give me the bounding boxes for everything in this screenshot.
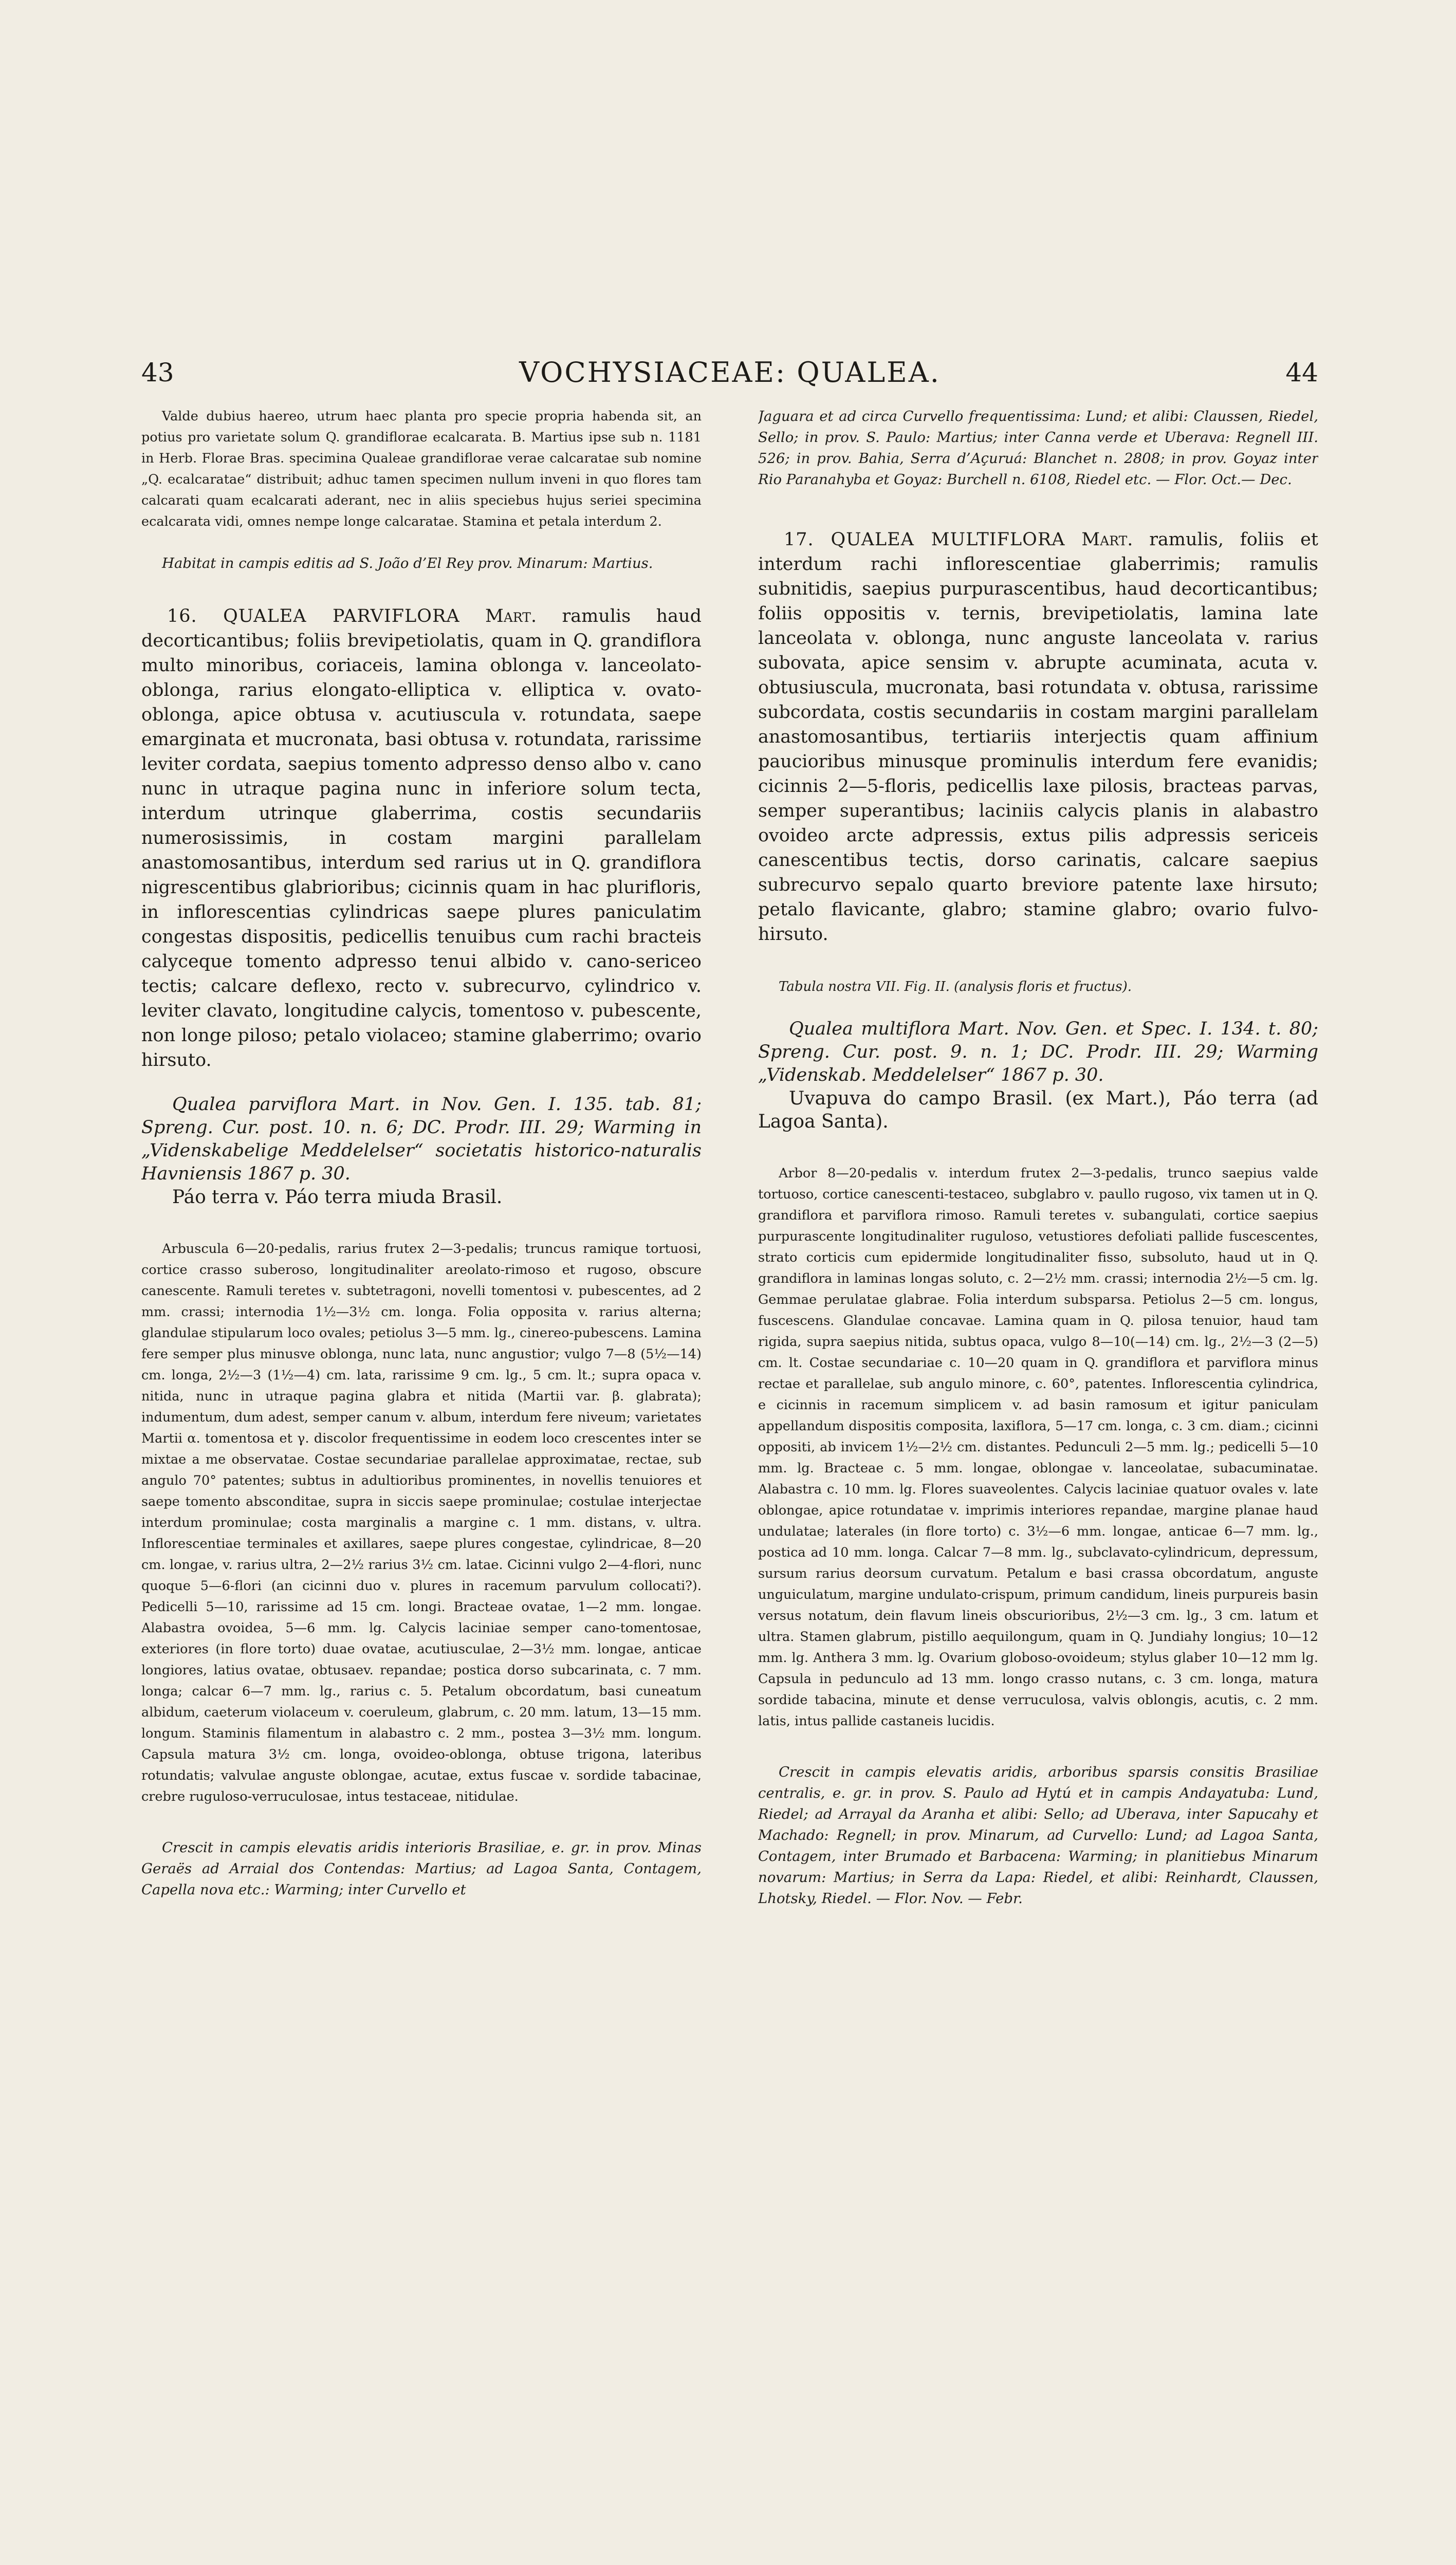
page-number-right: 44 [1285, 358, 1318, 387]
species-16-habitat-continued: Jaguara et ad circa Curvello frequentissima: Lund; et alibi: Claussen, Riedel, Sello; in prov. S. Paulo: Martius; inter Canna verde et Uberava: Regnell III. 526; in prov. Bahia, Serra d’Açuruá: Blanchet n. 2808; in prov. Goyaz inter Rio Paranahyba et Goyaz: Burchell n. 6108, Riedel etc. — Flor. Oct.— Dec. [758, 408, 1318, 488]
right-column [758, 406, 1318, 2513]
plate-reference: Tabula nostra VII. Fig. II. (analysis floris et fructus). [779, 979, 1132, 994]
species-17-vernacular: Uvapuva do campo Brasil. (ex Mart.), Páo terra (ad Lagoa Santa). [758, 1088, 1318, 1132]
left-column [141, 406, 702, 2513]
species-17-citation: Qualea multiflora Mart. Nov. Gen. et Spec. I. 134. t. 80; Spreng. Cur. post. 9. n. 1; DC. Prodr. III. 29; Warming „Videnskab. Meddelelser“ 1867 p. 30. [758, 1019, 1318, 1085]
intro-paragraph: Valde dubius haereo, utrum haec planta pro specie propria habenda sit, an potius pro varietate solum Q. grandiflorae ecalcarata. B. Martius ipse sub n. 1181 in Herb. Florae Bras. specimina Qualeae grandiflorae verae calcaratae sub nomine „Q. ecalcaratae“ distribuit; adhuc tamen specimen nullum inveni in quo flores tam calcarati quam ecalcarati aderant, nec in aliis speciebus hujus seriei specimina ecalcarata vidi, omnes nempe longe calcaratae. Stamina et petala interdum 2. [141, 409, 702, 529]
species-16-vernacular: Páo terra v. Páo terra miuda Brasil. [172, 1187, 503, 1208]
species-17-description [758, 527, 1318, 947]
habitat-note: Habitat in campis editis ad S. João d’El Rey prov. Minarum: Martius. [162, 555, 653, 571]
species-16-citation: Qualea parviflora Mart. in Nov. Gen. I. 135. tab. 81; Spreng. Cur. post. 10. n. 6; DC. Prodr. III. 29; Warming in „Videnskabelige Meddelelser“ societatis historico-naturalis Havniensis 1867 p. 30. [141, 1094, 702, 1184]
species-17-habitat: Crescit in campis elevatis aridis, arboribus sparsis consitis Brasiliae centralis, e. gr. in prov. S. Paulo ad Hytú et in campis Andayatuba: Lund, Riedel; ad Arrayal da Aranha et alibi: Sello; ad Uberava, inter Sapucahy et Machado: Regnell; in prov. Minarum, ad Curvello: Lund; ad Lagoa Santa, Contagem, inter Brumado et Barbacena: Warming; in planitiebus Minarum novarum: Martius; in Serra da Lapa: Riedel, et alibi: Reinhardt, Claussen, Lhotsky, Riedel. — Flor. Nov. — Febr. [758, 1764, 1318, 1907]
species-17-heading: 17. QUALEA MULTIFLORA [784, 529, 1065, 550]
species-16-habitat: Crescit in campis elevatis aridis interioris Brasiliae, e. gr. in prov. Minas Geraës ad Arraial dos Contendas: Martius; ad Lagoa Santa, Contagem, Capella nova etc.: Warming; inter Curvello et [141, 1839, 702, 1898]
species-17-detail: Arbor 8—20-pedalis v. interdum frutex 2—3-pedalis, trunco saepius valde tortuoso, cortice canescenti-testaceo, subglabro v. paullo rugoso, vix tamen ut in Q. grandiflora et parviflora rimoso. Ramuli teretes v. subangulati, cortice saepius purpurascente longitudinaliter ruguloso, vetustiores defoliati pallide fuscescentes, strato corticis cum epidermide longitudinaliter fisso, subsoluto, haud ut in Q. grandiflora in laminas longas soluto, c. 2—2½ mm. crassi; internodia 2½—5 cm. lg. Gemmae perulatae glabrae. Folia interdum subsparsa. Petiolus 2—5 cm. longus, fuscescens. Glandulae concavae. Lamina quam in Q. pilosa tenuior, haud tam rigida, supra saepius nitida, subtus opaca, vulgo 8—10(—14) cm. lg., 2½—3 (2—5) cm. lt. Costae secundariae c. 10—20 quam in Q. grandiflora et parviflora minus rectae et parallelae, sub angulo minore, c. 60°, patentes. Inflorescentia cylindrica, e cicinnis in racemum simplicem v. ad basin ramosum et igitur paniculam appellandum dispositis composita, laxiflora, 5—17 cm. longa, c. 3 cm. diam.; cicinni oppositi, ab invicem 1½—2½ cm. distantes. Pedunculi 2—5 mm. lg.; pedicelli 5—10 mm. lg. Bracteae c. 5 mm. longae, oblongae v. lanceolatae, subacuminatae. Alabastra c. 10 mm. lg. Flores suaveolentes. Calycis laciniae quatuor ovales v. late oblongae, apice rotundatae v. imprimis interiores repandae, margine planae haud undulatae; laterales (in flore torto) c. 3½—6 mm. longae, anticae 6—7 mm. lg., postica ad 10 mm. longa. Calcar 7—8 mm. lg., subclavato-cylindricum, depressum, sursum rarius deorsum curvatum. Petalum e basi crassa obcordatum, anguste unguiculatum, margine undulato-crispum, primum candidum, lineis purpureis basin versus notatum, dein flavum lineis obscurioribus, 2½—3 cm. lg., 3 cm. latum et ultra. Stamen glabrum, pistillo aequilongum, quam in Q. Jundiahy longius; 10—12 mm. lg. Anthera 3 mm. lg. Ovarium globoso-ovoideum; stylus glaber 10—12 mm lg. Capsula in pedunculo ad 13 mm. longo crasso nutans, c. 3 cm. longa, matura sordide tabacina, minute et dense verruculosa, valvis oblongis, acutis, c. 2 mm. latis, intus pallide castaneis lucidis. [758, 1166, 1318, 1729]
species-17-author: Mart. [1081, 529, 1133, 550]
page-number-left: 43 [141, 358, 174, 387]
page-header [141, 352, 1318, 393]
species-16-author: Mart. [485, 606, 537, 626]
species-16-description [141, 604, 702, 1073]
species-16-diagnosis: ramulis haud decorticantibus; foliis brevipetiolatis, quam in Q. grandiflora multo minoribus, coriaceis, lamina oblonga v. lanceolato-oblonga, rarius elongato-elliptica v. elliptica v. ovato-oblonga, apice obtusa v. acutiuscula v. rotundata, saepe emarginata et mucronata, basi obtusa v. rotundata, rarissime leviter cordata, saepius tomento adpresso denso albo v. cano nunc in utraque pagina nunc in inferiore solum tecta, interdum utrinque glaberrima, costis secundariis numerosissimis, in costam margini parallelam anastomosantibus, interdum sed rarius ut in Q. grandiflora nigrescentibus glabrioribus; cicinnis quam in hac plurifloris, in inflorescentias cylindricas saepe plures paniculatim congestas dispositis, pedicellis tenuibus cum rachi bracteis calyceque tomento adpresso tenui albido v. cano-sericeo tectis; calcare deflexo, recto v. subrecurvo, cylindrico v. leviter clavato, longitudine calycis, tomentoso v. pubescente, non longe piloso; petalo violaceo; stamine glaberrimo; ovario hirsuto. [141, 606, 702, 1071]
species-16-detail: Arbuscula 6—20-pedalis, rarius frutex 2—3-pedalis; truncus ramique tortuosi, cortice crasso suberoso, longitudinaliter areolato-rimoso et rugoso, obscure canescente. Ramuli teretes v. subtetragoni, novelli tomentosi v. pubescentes, ad 2 mm. crassi; internodia 1½—3½ cm. longa. Folia opposita v. rarius alterna; glandulae stipularum loco ovales; petiolus 3—5 mm. lg., cinereo-pubescens. Lamina fere semper plus minusve oblonga, nunc lata, nunc angustior; vulgo 7—8 (5½—14) cm. longa, 2½—3 (1½—4) cm. lata, rarissime 9 cm. lg., 5 cm. lt.; supra opaca v. nitida, nunc in utraque pagina glabra et nitida (Martii var. β. glabrata); indumentum, dum adest, semper canum v. album, interdum fere niveum; varietates Martii α. tomentosa et γ. discolor frequentissime in eodem loco crescentes inter se mixtae a me observatae. Costae secundariae parallelae approximatae, rectae, sub angulo 70° patentes; subtus in adultioribus prominentes, in novellis tenuiores et saepe tomento absconditae, supra in siccis saepe prominulae; costulae interjectae interdum prominulae; costa marginalis a margine c. 1 mm. distans, v. ultra. Inflorescentiae terminales et axillares, saepe plures congestae, cylindricae, 8—20 cm. longae, v. rarius ultra, 2—2½ rarius 3½ cm. latae. Cicinni vulgo 2—4-flori, nunc quoque 5—6-flori (an cicinni duo v. plures in racemum parvulum collocati?). Pedicelli 5—10, rarissime ad 15 cm. longi. Bracteae ovatae, 1—2 mm. longae. Alabastra ovoidea, 5—6 mm. lg. Calycis laciniae semper cano-tomentosae, exteriores (in flore torto) duae ovatae, acutiusculae, 2—3½ mm. longae, anticae longiores, latius ovatae, obtusaev. repandae; postica dorso subcarinata, c. 7 mm. longa; calcar 6—7 mm. lg., rarius c. 5. Petalum obcordatum, basi cuneatum albidum, caeterum violaceum v. coeruleum, glabrum, c. 20 mm. latum, 13—15 mm. longum. Staminis filamentum in alabastro c. 2 mm., postea 3—3½ mm. longum. Capsula matura 3½ cm. longa, ovoideo-oblonga, obtuse trigona, lateribus rotundatis; valvulae anguste oblongae, acutae, extus fuscae v. sordide tabacinae, crebre ruguloso-verruculosae, intus testaceae, nitidulae. [141, 1241, 702, 1804]
running-title: VOCHYSIACEAE: QUALEA. [519, 356, 941, 389]
species-17-diagnosis: ramulis, foliis et interdum rachi inflorescentiae glaberrimis; ramulis subnitidis, saepius purpurascentibus, haud decorticantibus; foliis oppositis v. ternis, brevipetiolatis, lamina late lanceolata v. oblonga, nunc anguste lanceolata v. rarius subovata, apice sensim v. abrupte acuminata, acuta v. obtusiuscula, mucronata, basi rotundata v. obtusa, rarissime subcordata, costis secundariis in costam margini parallelam anastomosantibus, tertiariis interjectis quam affinium paucioribus minusque prominulis interdum fere evanidis; cicinnis 2—5-floris, pedicellis laxe pilosis, bracteas parvas, semper superantibus; laciniis calycis planis in alabastro ovoideo arcte adpressis, extus pilis adpressis sericeis canescentibus tectis, dorso carinatis, calcare saepius subrecurvo sepalo quarto breviore patente laxe hirsuto; petalo flavicante, glabro; stamine glabro; ovario fulvo-hirsuto. [758, 529, 1318, 945]
species-16-heading: 16. QUALEA PARVIFLORA [167, 606, 460, 626]
